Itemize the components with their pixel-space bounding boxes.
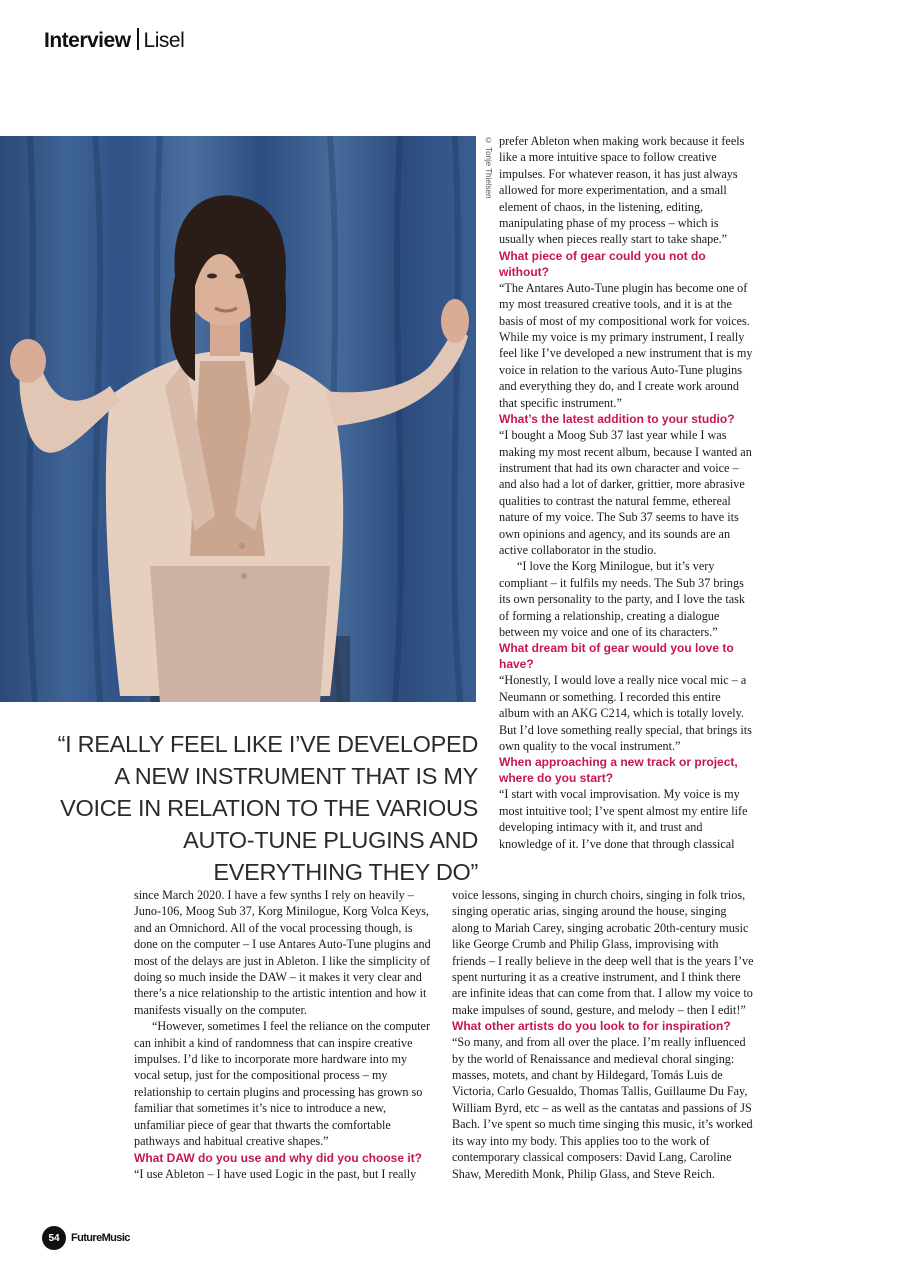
- answer-paragraph: “I bought a Moog Sub 37 last year while I was making my most recent album, because I wanted an instrument that had its own character and voice – and also had a lot of darker, grittier, more abrasive qualities to contrast the natural femme, ethereal nature of my voice. The Sub 37 seems to have its own opinions and agency, and its sounds are an active collaborator in the studio.: [499, 428, 752, 557]
- page-header: [44, 28, 184, 53]
- answer-paragraph: prefer Ableton when making work because it feels like a more intuitive space to follow creative impulses. For whatever reason, it has just always allowed for more experimentation, and a small element of chaos, in the listening, editing, manipulating phase of my process – which is usually when pieces really start to take shape.”: [499, 134, 745, 247]
- photo-credit: © Tonje Thielsen: [484, 136, 493, 199]
- magazine-logo: FutureMusic: [71, 1232, 130, 1244]
- page-number: 54: [42, 1226, 66, 1250]
- pull-quote: “I REALLY FEEL LIKE I’VE DEVELOPED A NEW INSTRUMENT THAT IS MY VOICE IN RELATION TO THE VARIOUS AUTO-TUNE PLUGINS AND EVERYTHING THEY DO”: [57, 731, 478, 885]
- answer-paragraph: “The Antares Auto-Tune plugin has become one of my most treasured creative tools, and it is at the basis of most of my compositional work for voices. While my voice is my primary instrument, I really feel like I’ve developed a new instrument that is my voice in relation to the various Auto-Tune plugins and everything they do, and I create work around that specific instrument.”: [499, 280, 753, 410]
- bottom-left-column: [134, 887, 432, 1182]
- question-heading: What other artists do you look to for inspiration?: [452, 1019, 731, 1034]
- answer-paragraph: “I start with vocal improvisation. My voice is my most intuitive tool; I’ve spent almost my entire life developing intimacy with it, and trust and knowledge of it. I’ve done that through classical: [499, 787, 748, 851]
- body-paragraph: since March 2020. I have a few synths I rely on heavily – Juno-106, Moog Sub 37, Korg Minilogue, Korg Volca Keys, and an Omnichord. All of the vocal processing though, is done on the computer – I use Antares Auto-Tune plugins and most of the delays are just in Ableton. I like the simplicity of doing so much inside the DAW – it makes it very clear and there’s a nice relationship to the artistic intention and how it manifests visually on the computer.: [134, 888, 431, 1017]
- answer-paragraph: “I love the Korg Minilogue, but it’s very compliant – it fulfils my needs. The Sub 37 brings its own personality to the party, and I love the task of forming a relationship, creating a dialogue between my voice and one of its characters.”: [499, 559, 745, 639]
- answer-paragraph: “So many, and from all over the place. I’m really influenced by the world of Renaissance and medieval choral singing: masses, motets, and chant by Hildegard, Tomás Luis de Victoria, Carlo Gesualdo, Thomas Tallis, Guillaume Du Fay, William Byrd, etc – as well as the cantatas and passions of JS Bach. I’ve spent so much time singing this music, it’s worked its way into my body. This applies too to the work of contemporary classical composers: David Lang, Caroline Shaw, Meredith Monk, Philip Glass, and Steve Reich.: [452, 1035, 753, 1181]
- interview-subject: Lisel: [143, 29, 185, 52]
- question-heading: What DAW do you use and why did you choose it?: [134, 1150, 423, 1165]
- answer-paragraph: “Honestly, I would love a really nice vocal mic – a Neumann or something. I recorded this entire album with an AKG C214, which is totally lovely. But I’d love something really special, that brings its own quality to the vocal instrument.”: [499, 673, 752, 753]
- section-title: Interview: [44, 29, 131, 52]
- header-divider: [137, 28, 139, 50]
- question-heading: What piece of gear could you not do without?: [499, 248, 706, 279]
- question-heading: When approaching a new track or project, where do you start?: [499, 755, 738, 786]
- right-column-upper: [499, 133, 753, 852]
- question-heading: What’s the latest addition to your studio?: [499, 412, 735, 427]
- body-paragraph: voice lessons, singing in church choirs, singing in folk trios, singing operatic arias, singing around the house, singing along to Mariah Carey, singing acrobatic 20th-century music like George Crumb and Philip Glass, improvising with friends – I really believe in the deep well that is the years I’ve spent nurturing it as a creative instrument, and I think there are infinite ideas that can come from that. I allow my voice to make impulses of sound, gesture, and melody – then I edit!”: [452, 888, 754, 1017]
- bottom-right-column: [452, 887, 754, 1182]
- page-footer: [42, 1226, 130, 1250]
- portrait-photo: [0, 136, 476, 702]
- body-paragraph: “However, sometimes I feel the reliance on the computer can inhibit a kind of randomness that can inspire creative impulses. I’d like to incorporate more hardware into my vocal setup, just for the compositional process – my relationship to certain plugins and processing has grown so familiar that sometimes it’s nice to introduce a new, unfamiliar piece of gear that thwarts the comfortable pathways and habitual creative shapes.”: [134, 1019, 431, 1149]
- question-heading: What dream bit of gear would you love to have?: [499, 641, 734, 672]
- answer-paragraph: “I use Ableton – I have used Logic in the past, but I really: [134, 1166, 417, 1181]
